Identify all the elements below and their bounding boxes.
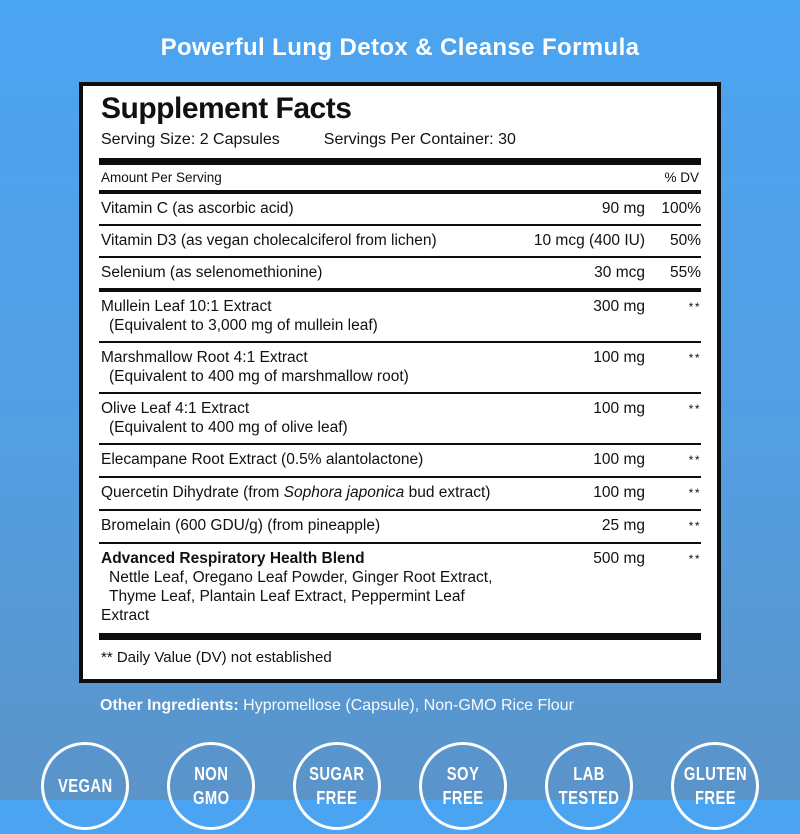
badge-line: LAB <box>573 764 605 784</box>
table-row <box>99 226 701 256</box>
table-row <box>99 292 701 341</box>
ingredient-dv: ** <box>688 453 701 467</box>
badge-gluten-free <box>671 742 759 830</box>
badge-line: FREE <box>694 788 736 808</box>
badge-label <box>193 762 229 810</box>
ingredient-name <box>99 399 495 437</box>
ingredient-name: Selenium (as selenomethionine) <box>101 264 323 281</box>
column-header-row <box>99 165 701 190</box>
ingredient-amount: 300 mg <box>593 298 645 315</box>
ingredient-name-prefix: Quercetin Dihydrate (from <box>101 484 284 501</box>
ingredient-name: Vitamin C (as ascorbic acid) <box>101 200 294 217</box>
badge-line: FREE <box>316 788 358 808</box>
ingredient-amount: 100 mg <box>593 349 645 366</box>
table-row <box>99 343 701 392</box>
badge-sugar-free <box>293 742 381 830</box>
table-row <box>99 394 701 443</box>
divider-thick <box>99 158 701 165</box>
ingredient-equivalent: (Equivalent to 400 mg of olive leaf) <box>109 419 348 436</box>
serving-info-row <box>99 126 701 150</box>
badge-label <box>442 762 483 810</box>
badge-label <box>683 762 746 810</box>
ingredient-title: Olive Leaf 4:1 Extract <box>101 400 250 417</box>
ingredient-title: Marshmallow Root 4:1 Extract <box>101 349 308 366</box>
supplement-facts-panel <box>79 82 721 683</box>
page-title: Powerful Lung Detox & Cleanse Formula <box>160 34 640 61</box>
badge-soy-free <box>419 742 507 830</box>
blend-contents-line: Nettle Leaf, Oregano Leaf Powder, Ginger Root Extract, <box>109 569 493 586</box>
ingredient-dv: ** <box>688 519 701 533</box>
supplement-facts-heading: Supplement Facts <box>101 92 352 125</box>
table-row <box>99 544 701 631</box>
serving-size: Serving Size: 2 Capsules <box>101 131 280 148</box>
ingredient-dv: 50% <box>669 232 701 249</box>
badge-label <box>309 762 364 810</box>
ingredient-amount: 10 mcg (400 IU) <box>533 232 645 249</box>
ingredient-name <box>99 483 495 502</box>
ingredient-name <box>99 297 495 335</box>
ingredient-amount: 500 mg <box>593 550 645 567</box>
amount-per-serving-header: Amount Per Serving <box>101 170 222 185</box>
ingredient-dv: 100% <box>661 200 701 217</box>
ingredient-name-suffix: bud extract) <box>404 484 491 501</box>
badge-line: GMO <box>192 788 230 808</box>
ingredient-name: Elecampane Root Extract (0.5% alantolactone) <box>101 451 424 468</box>
daily-value-footnote: ** Daily Value (DV) not established <box>101 649 332 666</box>
table-row <box>99 194 701 224</box>
ingredient-equivalent: (Equivalent to 3,000 mg of mullein leaf) <box>109 317 378 334</box>
ingredient-dv: ** <box>688 552 701 566</box>
ingredient-dv: ** <box>688 402 701 416</box>
table-row <box>99 258 701 288</box>
badge-non-gmo <box>167 742 255 830</box>
badge-line: SOY <box>446 764 480 784</box>
blend-title: Advanced Respiratory Health Blend <box>101 550 365 567</box>
ingredient-amount: 100 mg <box>593 451 645 468</box>
badge-line: VEGAN <box>57 776 113 796</box>
other-ingredients-text: Hypromellose (Capsule), Non-GMO Rice Flour <box>238 697 574 714</box>
ingredient-amount: 30 mcg <box>594 264 645 281</box>
ingredient-amount: 100 mg <box>593 484 645 501</box>
ingredient-equivalent: (Equivalent to 400 mg of marshmallow root) <box>109 368 409 385</box>
percent-dv-header: % DV <box>664 170 699 185</box>
badge-line: NON <box>193 764 229 784</box>
badge-row <box>0 742 800 830</box>
divider-thick <box>99 633 701 640</box>
ingredient-dv: ** <box>688 486 701 500</box>
ingredient-amount: 90 mg <box>601 200 645 217</box>
ingredient-title: Mullein Leaf 10:1 Extract <box>101 298 272 315</box>
badge-lab-tested <box>545 742 633 830</box>
ingredient-name: Bromelain (600 GDU/g) (from pineapple) <box>101 517 381 534</box>
blend-contents-line: Thyme Leaf, Plantain Leaf Extract, Peppermint Leaf Extract <box>101 588 465 624</box>
badge-vegan <box>41 742 129 830</box>
ingredient-name: Vitamin D3 (as vegan cholecalciferol from lichen) <box>101 232 437 249</box>
ingredient-dv: ** <box>688 300 701 314</box>
ingredient-name <box>99 348 495 386</box>
table-row <box>99 511 701 542</box>
badge-line: GLUTEN <box>683 764 747 784</box>
badge-line: SUGAR <box>309 764 365 784</box>
servings-per-container: Servings Per Container: 30 <box>323 131 516 148</box>
ingredient-dv: 55% <box>669 264 701 281</box>
table-row <box>99 478 701 509</box>
badge-label <box>58 774 113 798</box>
ingredient-dv: ** <box>688 351 701 365</box>
ingredient-amount: 100 mg <box>593 400 645 417</box>
badge-line: FREE <box>442 788 484 808</box>
other-ingredients-label: Other Ingredients: <box>100 697 239 714</box>
other-ingredients <box>100 696 800 716</box>
badge-line: TESTED <box>558 788 620 808</box>
ingredient-name <box>99 549 495 625</box>
ingredient-name-botanical: Sophora japonica <box>283 484 405 501</box>
ingredient-amount: 25 mg <box>601 517 645 534</box>
badge-label <box>559 762 620 810</box>
table-row <box>99 445 701 476</box>
